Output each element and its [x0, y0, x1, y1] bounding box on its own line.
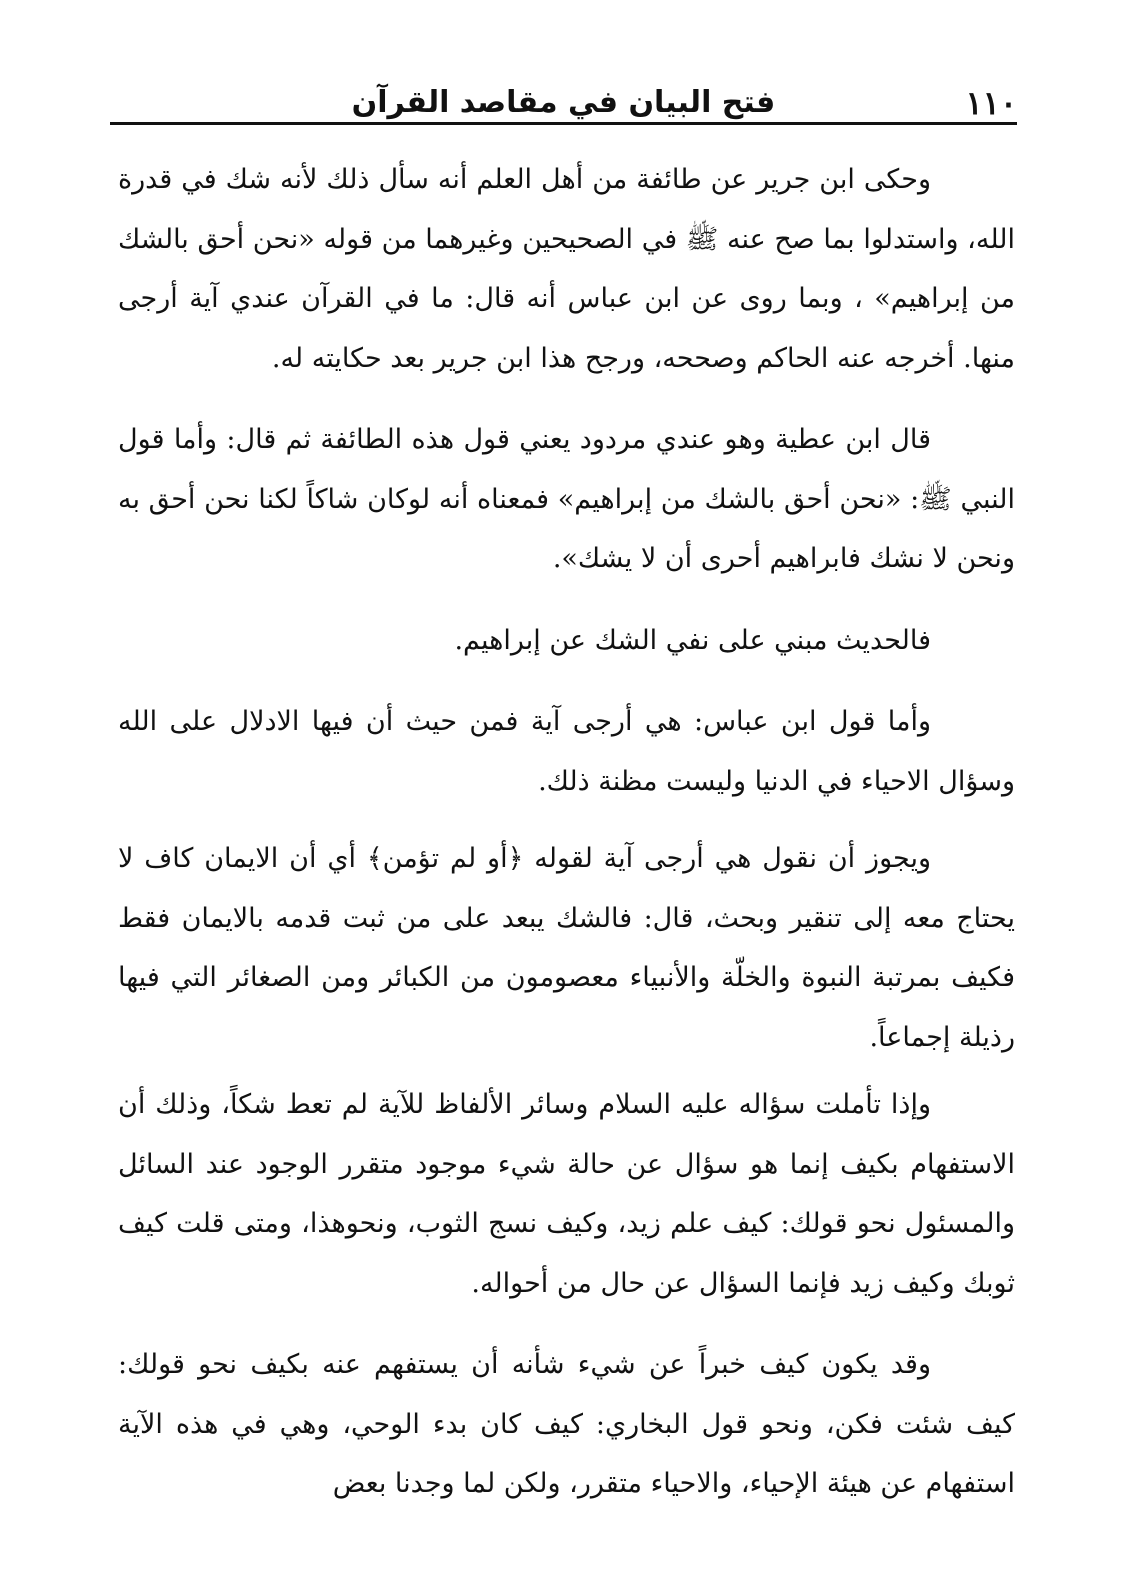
paragraph: ويجوز أن نقول هي أرجى آية لقوله ﴿أو لم تؤمن﴾ أي أن الايمان كاف لا يحتاج معه إلى تنقير وبحث، قال: فالشك يبعد على من ثبت قدمه بالايمان فقط فكيف بمرتبة النبوة والخلّة والأنبياء معصومون من الكبائر ومن الصغائر التي فيها رذيلة إجماعاً.	[118, 843, 1015, 1053]
paragraph: وأما قول ابن عباس: هي أرجى آية فمن حيث أن فيها الادلال على الله وسؤال الاحياء في الدنيا وليست مظنة ذلك.	[118, 706, 1015, 797]
paragraph: وحكى ابن جرير عن طائفة من أهل العلم أنه سأل ذلك لأنه شك في قدرة الله، واستدلوا بما صح عنه ﷺ في الصحيحين وغيرهما من قوله «نحن أحق بالشك من إبراهيم» ، وبما روى عن ابن عباس أنه قال: ما في القرآن عندي آية أرجى منها. أخرجه عنه الحاكم وصححه، ورجح هذا ابن جرير بعد حكايته له.	[118, 164, 1015, 374]
page-header	[110, 84, 1017, 125]
paragraph: وإذا تأملت سؤاله عليه السلام وسائر الألفاظ للآية لم تعط شكاً، وذلك أن الاستفهام بكيف إنما هو سؤال عن حالة شيء موجود متقرر الوجود عند السائل والمسئول نحو قولك: كيف علم زيد، وكيف نسج الثوب، ونحوهذا، ومتى قلت كيف ثوبك وكيف زيد فإنما السؤال عن حال من أحواله.	[118, 1089, 1015, 1299]
paragraph: قال ابن عطية وهو عندي مردود يعني قول هذه الطائفة ثم قال: وأما قول النبي ﷺ: «نحن أحق بالشك من إبراهيم» فمعناه أنه لوكان شاكاً لكنا نحن أحق به ونحن لا نشك فابراهيم أحرى أن لا يشك».	[118, 424, 1015, 574]
body-text	[118, 150, 1015, 1514]
running-title: فتح البيان في مقاصد القرآن	[351, 85, 776, 120]
paragraph: وقد يكون كيف خبراً عن شيء شأنه أن يستفهم عنه بكيف نحو قولك: كيف شئت فكن، ونحو قول البخاري: كيف كان بدء الوحي، وهي في هذه الآية استفهام عن هيئة الإحياء، والاحياء متقرر، ولكن لما وجدنا بعض	[118, 1349, 1015, 1499]
paragraph: فالحديث مبني على نفي الشك عن إبراهيم.	[454, 624, 931, 656]
page-number: ١١٠	[965, 84, 1017, 122]
